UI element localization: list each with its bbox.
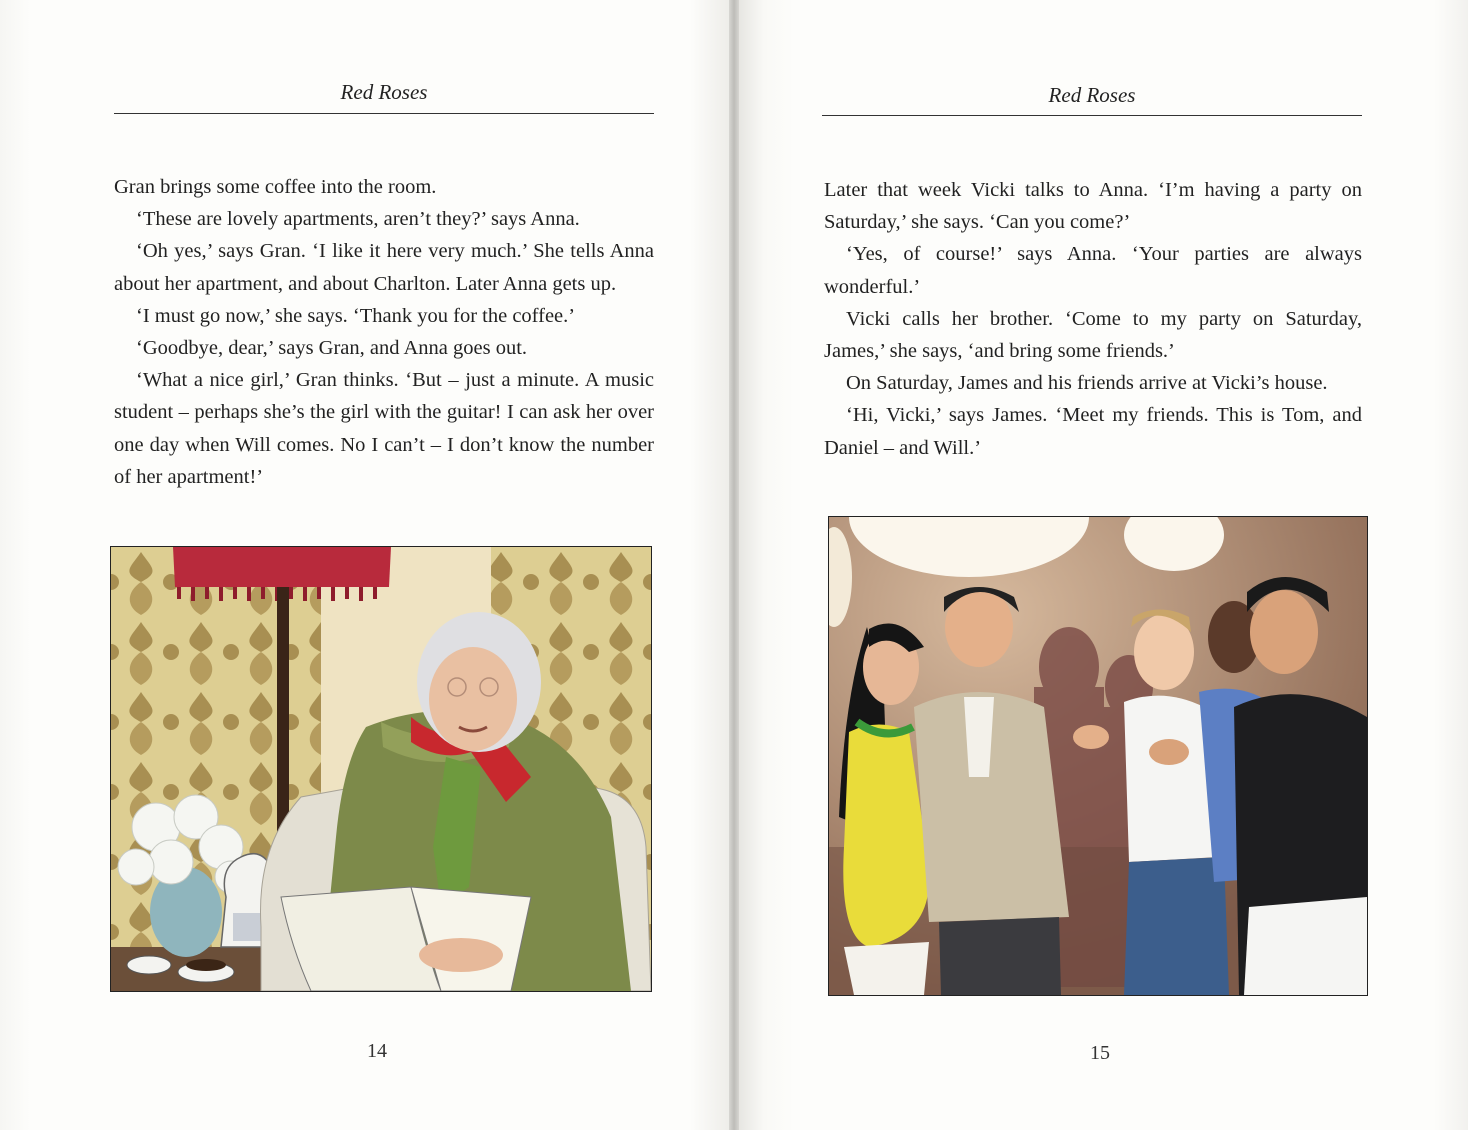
paragraph: ‘I must go now,’ she says. ‘Thank you for the coffee.’	[136, 304, 576, 327]
right-page-number: 15	[1090, 1042, 1110, 1064]
right-header-rule	[822, 115, 1362, 116]
paragraph: On Saturday, James and his friends arrive at Vicki’s house.	[846, 372, 1328, 395]
left-running-head: Red Roses	[340, 80, 428, 104]
paragraph: ‘What a nice girl,’ Gran thinks. ‘But – just a minute. A music student – perhaps she’s the girl with the guitar! I can ask her over one day when Will comes. No I can’t – I don’t know the number of her apartment!’	[114, 369, 654, 488]
right-body-text	[824, 174, 1362, 464]
paragraph: ‘Hi, Vicki,’ says James. ‘Meet my friends. This is Tom, and Daniel – and Will.’	[824, 404, 1362, 459]
face	[429, 647, 517, 751]
illustration-party	[828, 516, 1368, 996]
blue-jeans	[1124, 857, 1229, 995]
paragraph: Later that week Vicki talks to Anna. ‘I’m having a party on Saturday,’ she says. ‘Can you come?’	[824, 179, 1362, 234]
left-page-number: 14	[367, 1040, 387, 1062]
paragraph: ‘Oh yes,’ says Gran. ‘I like it here very much.’ She tells Anna about her apartment, and about Charlton. Later Anna gets up.	[114, 240, 654, 295]
paragraph: ‘Yes, of course!’ says Anna. ‘Your parties are always wonderful.’	[824, 243, 1362, 298]
paragraph: Vicki calls her brother. ‘Come to my party on Saturday, James,’ she says, ‘and bring some friends.’	[824, 307, 1362, 363]
red-lampshade	[173, 547, 391, 587]
right-running-head: Red Roses	[1048, 83, 1136, 107]
will-face	[1250, 590, 1318, 674]
left-body-text	[114, 171, 654, 493]
paragraph: ‘Goodbye, dear,’ says Gran, and Anna goes out.	[136, 337, 528, 360]
book-gutter	[729, 0, 739, 1130]
paragraph: ‘These are lovely apartments, aren’t they?’ says Anna.	[136, 208, 580, 231]
left-header-rule	[114, 113, 654, 114]
paragraph: Gran brings some coffee into the room.	[114, 176, 437, 198]
illustration-gran-reading	[110, 546, 652, 992]
